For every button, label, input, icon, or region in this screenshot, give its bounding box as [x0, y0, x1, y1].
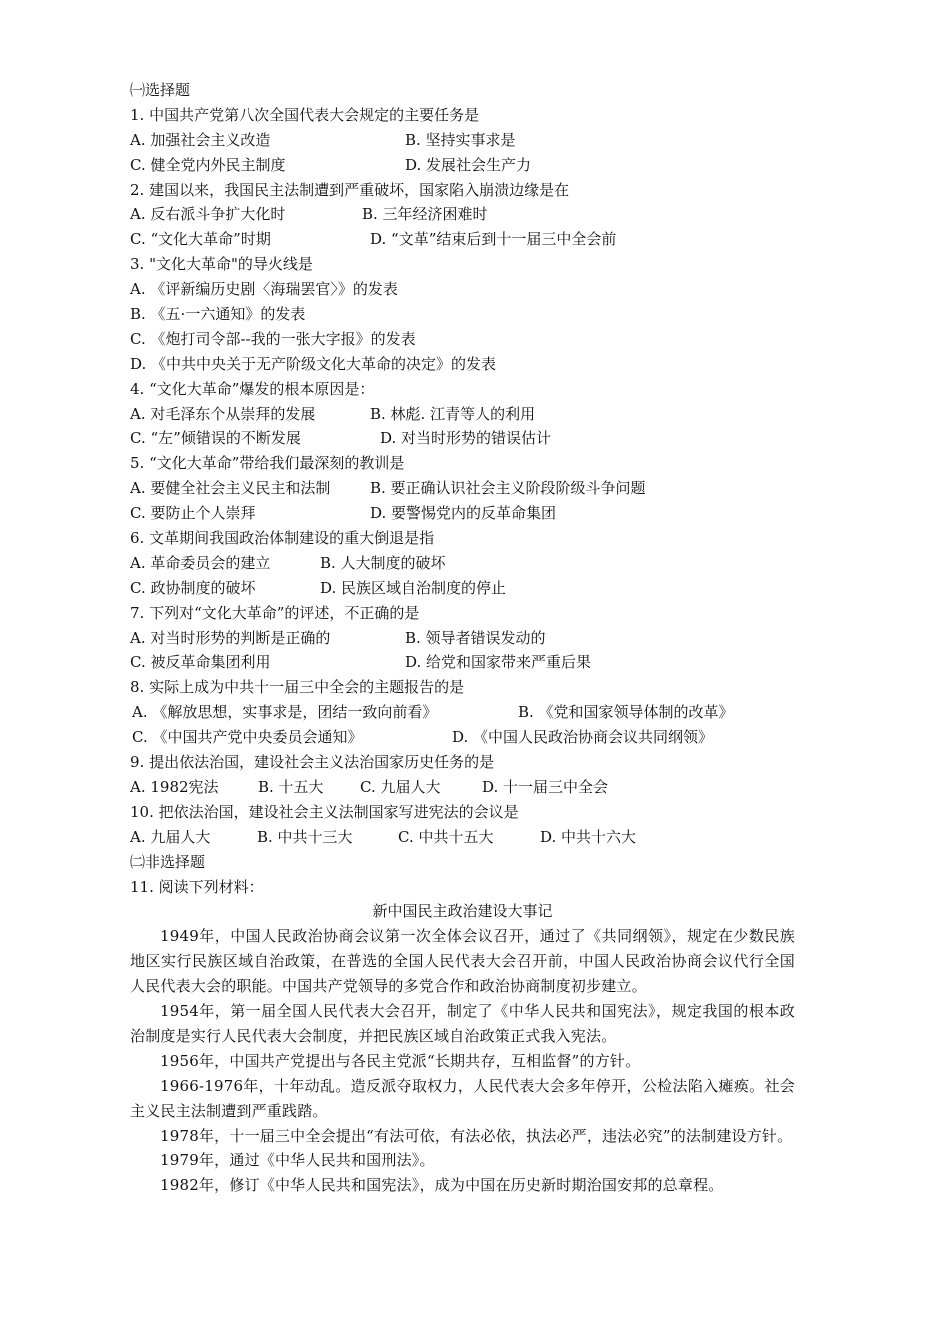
option-4b: B. 林彪. 江青等人的利用	[370, 404, 536, 423]
question-11-stem: 11. 阅读下列材料：	[130, 877, 264, 896]
question-2-options-row-2	[130, 227, 795, 252]
material-paragraph-1982: 1982年，修订《中华人民共和国宪法》，成为中国在历史新时期治国安邦的总章程。	[160, 1176, 724, 1195]
question-6-stem: 6. 文革期间我国政治体制建设的重大倒退是指	[130, 529, 435, 548]
question-1-options-row-1	[130, 128, 795, 153]
option-10c: C. 中共十五大	[398, 827, 494, 846]
option-4a: A. 对毛泽东个从崇拜的发展	[130, 404, 316, 423]
question-5-options-row-2	[130, 501, 795, 526]
option-3a: A. 《评新编历史剧〈海瑞罢官〉》的发表	[130, 280, 398, 299]
option-6b: B. 人大制度的破坏	[320, 553, 446, 572]
option-8d: D. 《中国人民政治协商会议共同纲领》	[452, 728, 714, 747]
option-3d: D. 《中共中央关于无产阶级文化大革命的决定》的发表	[130, 354, 497, 373]
option-3b: B. 《五·一六通知》的发表	[130, 305, 306, 324]
option-2b: B. 三年经济困难时	[362, 205, 488, 224]
question-8-stem: 8. 实际上成为中共十一届三中全会的主题报告的是	[130, 678, 465, 697]
question-4-options-row-2	[130, 426, 795, 451]
option-2d: D. “文革”结束后到十一届三中全会前	[370, 230, 617, 249]
question-7-stem: 7. 下列对“文化大革命”的评述，不正确的是	[130, 603, 420, 622]
option-5c: C. 要防止个人崇拜	[130, 504, 256, 523]
option-9b: B. 十五大	[258, 777, 324, 796]
option-9c: C. 九届人大	[360, 777, 441, 796]
option-6d: D. 民族区域自治制度的停止	[320, 578, 507, 597]
question-8-options-row-1	[130, 700, 795, 725]
question-10-stem: 10. 把依法治国，建设社会主义法制国家写进宪法的会议是	[130, 802, 519, 821]
material-paragraph-1978: 1978年，十一届三中全会提出“有法可依，有法必依，执法必严，违法必究”的法制建设方针。	[160, 1126, 793, 1145]
option-2c: C. “文化大革命”时期	[130, 230, 271, 249]
option-7a: A. 对当时形势的判断是正确的	[130, 628, 331, 647]
material-paragraph-1956: 1956年，中国共产党提出与各民主党派“长期共存，互相监督”的方针。	[160, 1051, 641, 1070]
question-7-options-row-1	[130, 626, 795, 651]
option-4d: D. 对当时形势的错误估计	[380, 429, 552, 448]
question-10-options-row	[130, 825, 795, 850]
option-8a: A. 《解放思想，实事求是，团结一致向前看》	[132, 703, 438, 722]
question-1-stem: 1. 中国共产党第八次全国代表大会规定的主要任务是	[130, 105, 480, 124]
option-1c: C. 健全党内外民主制度	[130, 155, 286, 174]
option-1b: B. 坚持实事求是	[405, 130, 516, 149]
option-10b: B. 中共十三大	[257, 827, 353, 846]
option-7d: D. 给党和国家带来严重后果	[405, 653, 592, 672]
question-5-stem: 5. “文化大革命”带给我们最深刻的教训是	[130, 454, 405, 473]
document-page	[130, 78, 795, 1198]
option-7b: B. 领导者错误发动的	[405, 628, 546, 647]
option-5a: A. 要健全社会主义民主和法制	[130, 479, 331, 498]
option-2a: A. 反右派斗争扩大化时	[130, 205, 286, 224]
option-10a: A. 九届人大	[130, 827, 211, 846]
material-paragraph-1966: 1966-1976年，十年动乱。造反派夺取权力，人民代表大会多年停开，公检法陷入瘫痪。社会主义民主法制遭到严重践踏。	[130, 1076, 795, 1120]
option-6c: C. 政协制度的破坏	[130, 578, 256, 597]
question-2-options-row-1	[130, 202, 795, 227]
option-9a: A. 1982宪法	[130, 777, 219, 796]
material-paragraph-1979: 1979年，通过《中华人民共和国刑法》。	[160, 1151, 435, 1170]
section-heading-choice: ㈠选择题	[130, 81, 191, 99]
question-6-options-row-1	[130, 551, 795, 576]
question-1-options-row-2	[130, 153, 795, 178]
question-4-stem: 4. “文化大革命”爆发的根本原因是：	[130, 379, 375, 398]
material-paragraph-1954: 1954年，第一届全国人民代表大会召开，制定了《中华人民共和国宪法》，规定我国的根本政治制度是实行人民代表大会制度，并把民族区域自治政策正式我入宪法。	[130, 1002, 795, 1045]
material-paragraph-1949: 1949年，中国人民政治协商会议第一次全体会议召开，通过了《共同纲领》，规定在少数民族地区实行民族区域自治政策，在普选的全国人民代表大会召开前，中国人民政治协商会议代行全国人民代表大会的职能。中国共产党领导的多党合作和政治协商制度初步建立。	[130, 927, 795, 996]
question-5-options-row-1	[130, 476, 795, 501]
option-8c: C. 《中国共产党中央委员会通知》	[132, 728, 363, 747]
option-1d: D. 发展社会生产力	[405, 155, 532, 174]
question-4-options-row-1	[130, 402, 795, 427]
option-8b: B. 《党和国家领导体制的改革》	[518, 703, 734, 722]
question-9-options-row	[130, 775, 795, 800]
option-7c: C. 被反革命集团利用	[130, 653, 271, 672]
option-10d: D. 中共十六大	[540, 827, 637, 846]
option-1a: A. 加强社会主义改造	[130, 130, 271, 149]
question-3-stem: 3. "文化大革命"的导火线是	[130, 255, 313, 274]
option-4c: C. “左”倾错误的不断发展	[130, 429, 301, 448]
material-title: 新中国民主政治建设大事记	[372, 902, 553, 921]
section-heading-nonchoice: ㈡非选择题	[130, 852, 206, 871]
question-9-stem: 9. 提出依法治国，建设社会主义法治国家历史任务的是	[130, 753, 495, 772]
question-7-options-row-2	[130, 650, 795, 675]
option-5b: B. 要正确认识社会主义阶段阶级斗争问题	[370, 479, 646, 498]
question-8-options-row-2	[130, 725, 795, 750]
question-2-stem: 2. 建国以来，我国民主法制遭到严重破坏，国家陷入崩溃边缘是在	[130, 180, 570, 199]
question-6-options-row-2	[130, 576, 795, 601]
option-3c: C. 《炮打司令部--我的一张大字报》的发表	[130, 329, 416, 348]
option-9d: D. 十一届三中全会	[482, 777, 609, 796]
option-5d: D. 要警惕党内的反革命集团	[370, 504, 557, 523]
option-6a: A. 革命委员会的建立	[130, 553, 271, 572]
